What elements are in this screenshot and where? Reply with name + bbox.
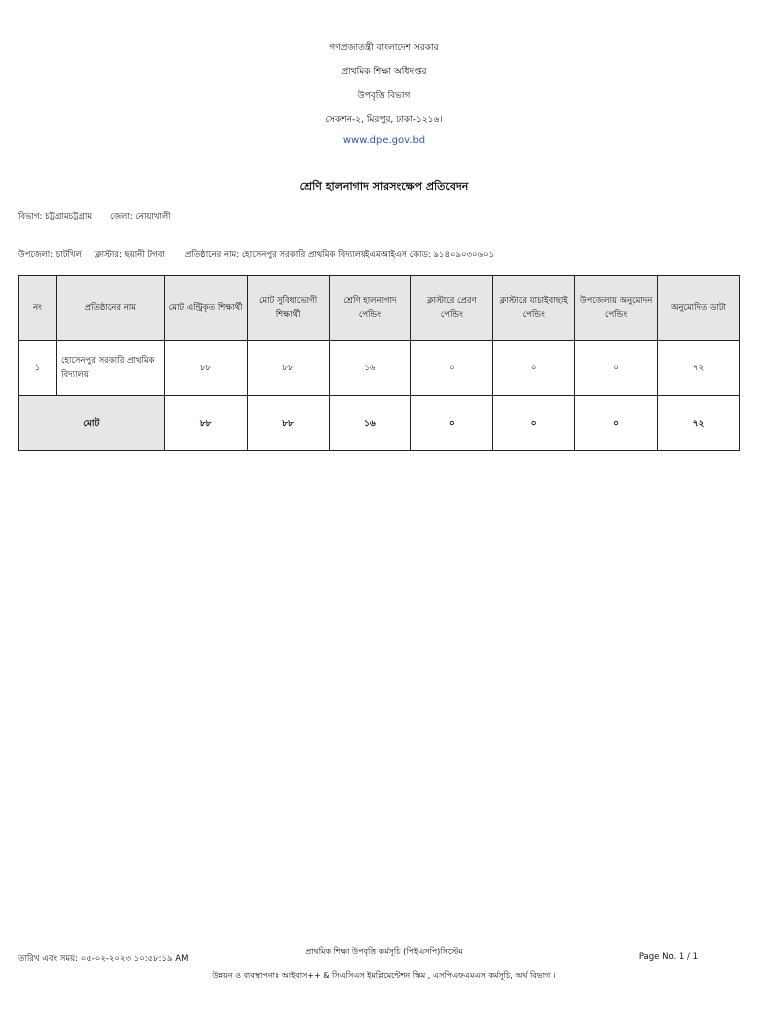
total-class-update-pending: ১৬	[329, 396, 411, 451]
cell-institution: হোসেনপুর সরকারি প্রাথমিক বিদ্যালয়	[56, 341, 164, 396]
cell-serial: ১	[19, 341, 57, 396]
cell-upazila-approval-pending: ০	[575, 341, 658, 396]
cell-cluster-send-pending: ০	[411, 341, 493, 396]
emis-info: ইএমআইএস কোড: ৯১৪০৯০৩০৬০১	[365, 250, 495, 260]
cell-total-beneficiary: ৮৮	[247, 341, 329, 396]
total-upazila-approval-pending: ০	[575, 396, 658, 451]
table-header-row	[19, 276, 740, 341]
total-approved-data: ৭২	[658, 396, 740, 451]
cell-approved-data: ৭২	[658, 341, 740, 396]
department-name: উপবৃত্তি বিভাগ	[357, 91, 411, 101]
institution-info: প্রতিষ্ঠানের নাম: হোসেনপুর সরকারি প্রাথমিক বিদ্যালয়	[185, 250, 367, 260]
office-address: সেকশন-২, মিরপুর, ঢাকা-১২১৬।	[325, 115, 443, 125]
header-total-enrolled: মোট এন্ট্রিকৃত শিক্ষার্থী	[164, 276, 247, 341]
header-class-update-pending: শ্রেণি হালনাগাদ পেন্ডিং	[329, 276, 411, 341]
developer-credit: উন্নয়ন ও ব্যবস্থাপনাঃ আইবাস++ & সিএসিএস ইমপ্লিমেন্টেশন স্কিম , এসপিএফএমএস কর্মসূচি, অর্থ বিভাগ ।	[212, 971, 556, 980]
total-beneficiary: ৮৮	[247, 396, 329, 451]
header-approved-data: অনুমোদিত ডাটা	[658, 276, 740, 341]
cluster-info: ক্লাস্টার: ছয়ানী টগবা	[95, 250, 165, 260]
total-label: মোট	[19, 396, 165, 451]
district-info: জেলা: নোয়াখালী	[110, 212, 171, 222]
total-cluster-verify-pending: ০	[493, 396, 575, 451]
header-institution: প্রতিষ্ঠানের নাম	[56, 276, 164, 341]
total-row	[19, 396, 740, 451]
table-row	[19, 341, 740, 396]
upazila-info: উপজেলা: চাটখিল	[18, 250, 82, 260]
header-cluster-send-pending: ক্লাস্টারে প্রেরণ পেন্ডিং	[411, 276, 493, 341]
government-name: গণপ্রজাতন্ত্রী বাংলাদেশ সরকার	[329, 43, 439, 53]
directorate-name: প্রাথমিক শিক্ষা অধিদপ্তর	[341, 67, 427, 77]
cell-cluster-verify-pending: ০	[493, 341, 575, 396]
header-total-beneficiary: মোট সুবিধাভোগী শিক্ষার্থী	[247, 276, 329, 341]
footer-credits	[0, 945, 768, 983]
report-datetime: তারিখ এবং সময়: ০৫-০২-২০২৩ ১০:৫৮:১৯ AM	[18, 954, 189, 964]
report-header	[0, 36, 768, 150]
total-cluster-send-pending: ০	[411, 396, 493, 451]
cell-total-enrolled: ৮৮	[164, 341, 247, 396]
cell-class-update-pending: ১৬	[329, 341, 411, 396]
header-serial: নং	[19, 276, 57, 341]
report-title: শ্রেণি হালনাগাদ সারসংক্ষেপ প্রতিবেদন	[299, 180, 469, 193]
program-name: প্রাথমিক শিক্ষা উপবৃত্তি কর্মসূচি (পিইএসপি)সিস্টেম	[305, 947, 463, 956]
summary-table	[18, 275, 740, 451]
header-upazila-approval-pending: উপজেলায় অনুমোদন পেন্ডিং	[575, 276, 658, 341]
website-link[interactable]: www.dpe.gov.bd	[342, 135, 426, 146]
page-number: Page No. 1 / 1	[638, 952, 698, 962]
division-info: বিভাগ: চট্টগ্রামচট্টগ্রাম	[18, 212, 93, 222]
total-enrolled: ৮৮	[164, 396, 247, 451]
header-cluster-verify-pending: ক্লাস্টারে যাচাইবাছাই পেন্ডিং	[493, 276, 575, 341]
